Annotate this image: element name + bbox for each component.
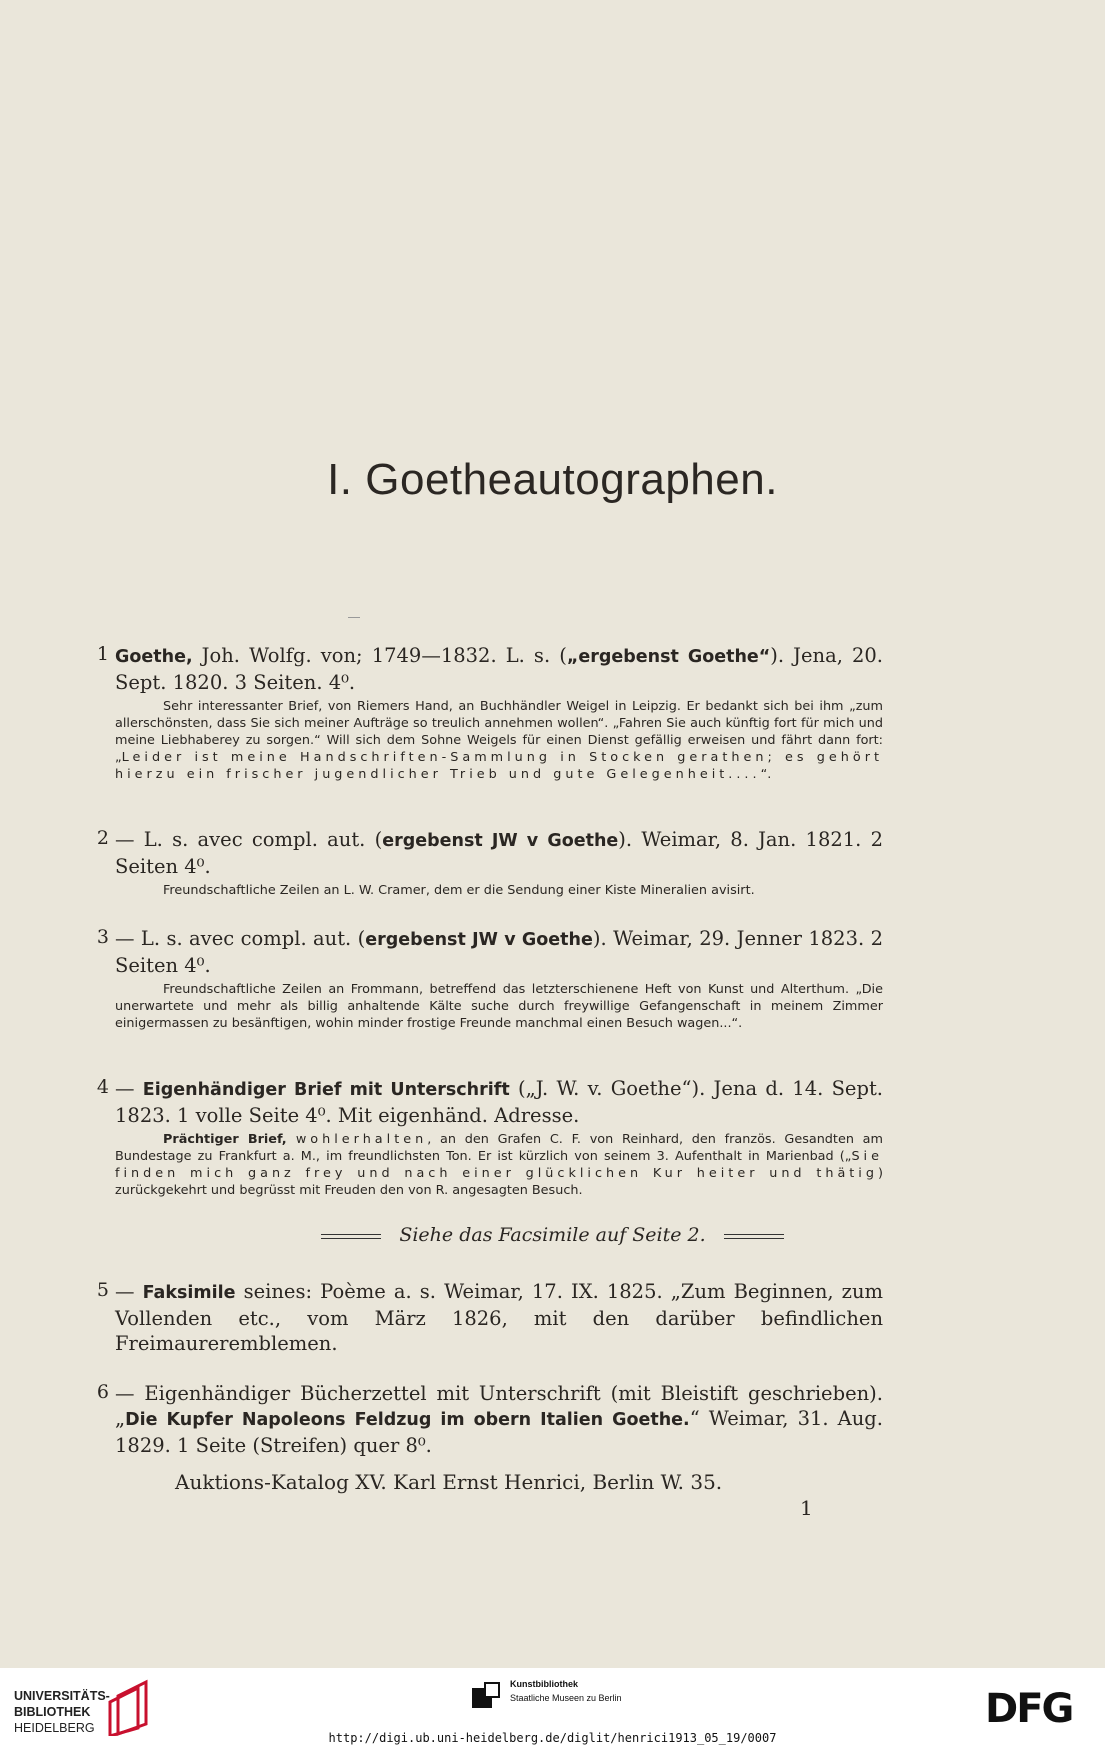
entry-description-segment: ) zurückgekehrt und begrüsst mit Freuden den von R. angesagten Besuch. xyxy=(115,1166,883,1198)
entry-title-segment: „ergebenst Goethe“ xyxy=(566,647,771,667)
catalog-footer: Auktions-Katalog XV. Karl Ernst Henrici, Berlin W. 35. xyxy=(175,1470,723,1494)
ub-line-1: UNIVERSITÄTS- xyxy=(14,1689,110,1703)
decorative-tick xyxy=(348,617,360,618)
entry-title-segment: („J. W. v. Goethe“). Jena d. 14. Sept. 1823. 1 volle Seite 4⁰. Mit eigenhänd. Adresse. xyxy=(115,1077,883,1127)
entry-title-segment: Joh. Wolfg. von; 1749—1832. L. s. ( xyxy=(192,644,567,667)
entry-title-segment: ergebenst JW v Goethe xyxy=(365,930,593,950)
double-rule-left xyxy=(321,1234,381,1239)
entry-description-segment: wohlerhalten xyxy=(295,1132,428,1147)
entry-title-segment: — xyxy=(115,1077,143,1100)
entry-description-segment: Freundschaftliche Zeilen an Frommann, betreffend das letzterschienene Heft von Kunst und Alterthum. „Die unerwartete und mehr als billig anhaltende Kälte suche durch freywillige Gefangenschaft in meinem Zimmer einigermassen zu besänftigen, wohin minder frostige Freunde manchmal einen Besuch wagen...“. xyxy=(115,982,883,1031)
entry-description-segment: Leider ist meine Handschriften-Sammlung in Stocken gerathen; es gehört hierzu ein frischer jugendlicher Trieb und gute Gelegenheit.... xyxy=(115,750,883,782)
entry-title-segment: — L. s. avec compl. aut. ( xyxy=(115,927,366,950)
entry-title-segment: ergebenst JW v Goethe xyxy=(382,831,619,851)
entry-title-segment: Die Kupfer Napoleons Feldzug im obern Italien Goethe. xyxy=(125,1410,690,1430)
entry-title-segment: ). Weimar, 8. Jan. 1821. 2 Seiten 4⁰. xyxy=(115,828,884,878)
page-title: I. Goetheautographen. xyxy=(327,455,778,504)
kb-line-1: Kunstbibliothek xyxy=(510,1679,578,1689)
facsimile-text: Siehe das Facsimile auf Seite 2. xyxy=(399,1224,706,1246)
entry-title xyxy=(115,1279,883,1356)
entry-number: 6 xyxy=(96,1381,109,1403)
facsimile-note xyxy=(0,1224,1105,1246)
ub-line-3: HEIDELBERG xyxy=(14,1721,95,1735)
catalog-entry xyxy=(96,1381,883,1458)
entry-description xyxy=(115,882,883,899)
catalog-entry xyxy=(96,1279,883,1356)
entry-title xyxy=(115,926,883,978)
entry-title-segment: — xyxy=(115,1280,143,1303)
entry-title-segment: “ Weimar, 31. Aug. 1829. 1 Seite (Streifen) quer 8⁰. xyxy=(115,1407,883,1457)
entry-number: 4 xyxy=(96,1076,109,1098)
catalog-entry xyxy=(96,827,884,899)
entry-description-segment: Freundschaftliche Zeilen an L. W. Cramer, dem er die Sendung einer Kiste Mineralien avisirt. xyxy=(163,883,755,898)
entry-title-segment: seines: Poème a. s. Weimar, 17. IX. 1825. „Zum Beginnen, zum Vollenden etc., vom März 1826, mit den darüber befindlichen Freimaureremblemen. xyxy=(115,1280,883,1355)
entry-description-segment: Sehr interessanter Brief, von Riemers Hand, an Buchhändler Weigel in Leipzig. Er bedankt sich bei ihm „zum allerschönsten, dass Sie sich meiner Aufträge so treulich annehmen wollen“. „Fahren Sie auch künftig fort für mich und meine Liebhaberey zu sorgen.“ Will sich dem Sohne Weigels für einen Dienst gefällig erweisen und fährt dann fort: „ xyxy=(115,699,883,765)
kunstbibliothek-icon xyxy=(470,1680,502,1712)
entry-description xyxy=(115,981,883,1032)
entry-description-segment: Sie finden mich ganz frey und nach einer glücklichen Kur heiter und thätig xyxy=(115,1149,883,1181)
page-number: 1 xyxy=(800,1496,813,1520)
source-url[interactable]: http://digi.ub.uni-heidelberg.de/diglit/henrici1913_05_19/0007 xyxy=(328,1731,777,1745)
catalog-entry xyxy=(96,926,883,1032)
entry-title xyxy=(115,827,883,879)
entry-title-segment: ). Jena, 20. Sept. 1820. 3 Seiten. 4⁰. xyxy=(115,644,883,694)
entry-number: 2 xyxy=(96,827,109,849)
entry-title xyxy=(115,1076,883,1128)
ub-line-2: BIBLIOTHEK xyxy=(14,1705,91,1719)
entry-number: 1 xyxy=(96,643,109,665)
catalog-entry xyxy=(96,1076,883,1199)
kunstbibliothek-text[interactable] xyxy=(510,1677,622,1705)
double-rule-right xyxy=(724,1234,784,1239)
ub-heidelberg-icon xyxy=(108,1676,158,1736)
entry-title-segment: Goethe, xyxy=(115,647,193,667)
entry-title-segment: — Eigenhändiger Bücherzettel mit Unterschrift (mit Bleistift geschrieben). „ xyxy=(115,1382,883,1430)
dfg-logo[interactable]: DFG xyxy=(985,1686,1073,1732)
entry-title xyxy=(115,1381,883,1458)
entry-description-segment: , an den Grafen C. F. von Reinhard, den französ. Gesandten am Bundestage zu Frankfurt a. M., im freundlichsten Ton. Er ist kürzlich von seinem 3. Aufenthalt in Marienbad („ xyxy=(115,1132,883,1164)
entry-title-segment: — L. s. avec compl. aut. ( xyxy=(115,828,383,851)
entry-number: 5 xyxy=(96,1279,109,1301)
ub-heidelberg-logo-text[interactable] xyxy=(14,1688,110,1736)
entry-title-segment: ). Weimar, 29. Jenner 1823. 2 Seiten 4⁰. xyxy=(115,927,883,977)
entry-number: 3 xyxy=(96,926,109,948)
entry-title xyxy=(115,643,883,695)
catalog-entry xyxy=(96,643,883,783)
kb-line-2: Staatliche Museen zu Berlin xyxy=(510,1693,622,1703)
entry-description xyxy=(115,1131,883,1199)
entry-description-segment: “. xyxy=(760,767,772,782)
entry-description xyxy=(115,698,883,783)
entry-title-segment: Faksimile xyxy=(142,1283,236,1303)
entry-description-segment: Prächtiger Brief, xyxy=(163,1132,296,1147)
entry-title-segment: Eigenhändiger Brief mit Unterschrift xyxy=(142,1080,510,1100)
